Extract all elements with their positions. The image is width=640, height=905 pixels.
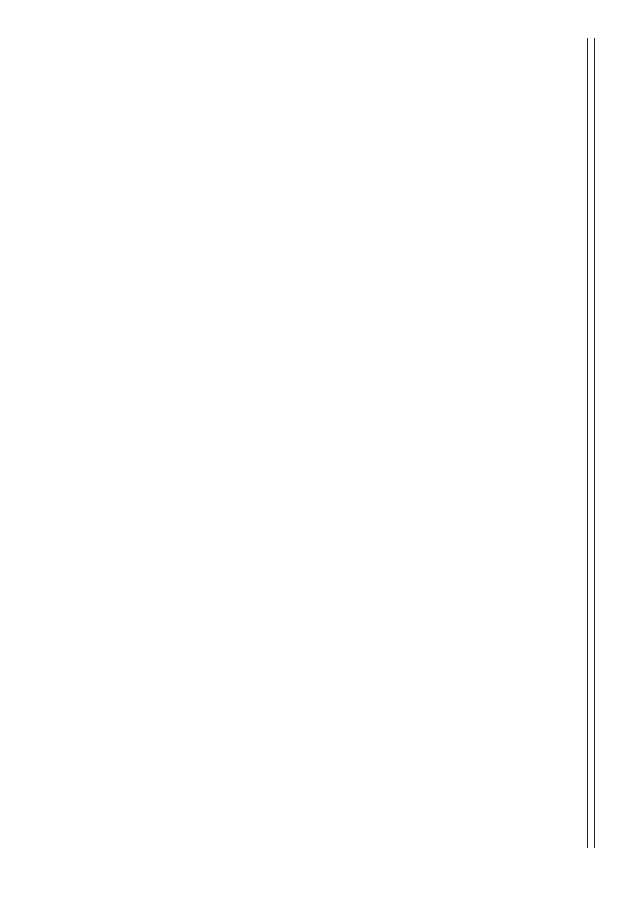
rotated-table-wrapper bbox=[69, 38, 595, 848]
table-separator bbox=[588, 38, 595, 848]
bank-table bbox=[587, 38, 595, 848]
